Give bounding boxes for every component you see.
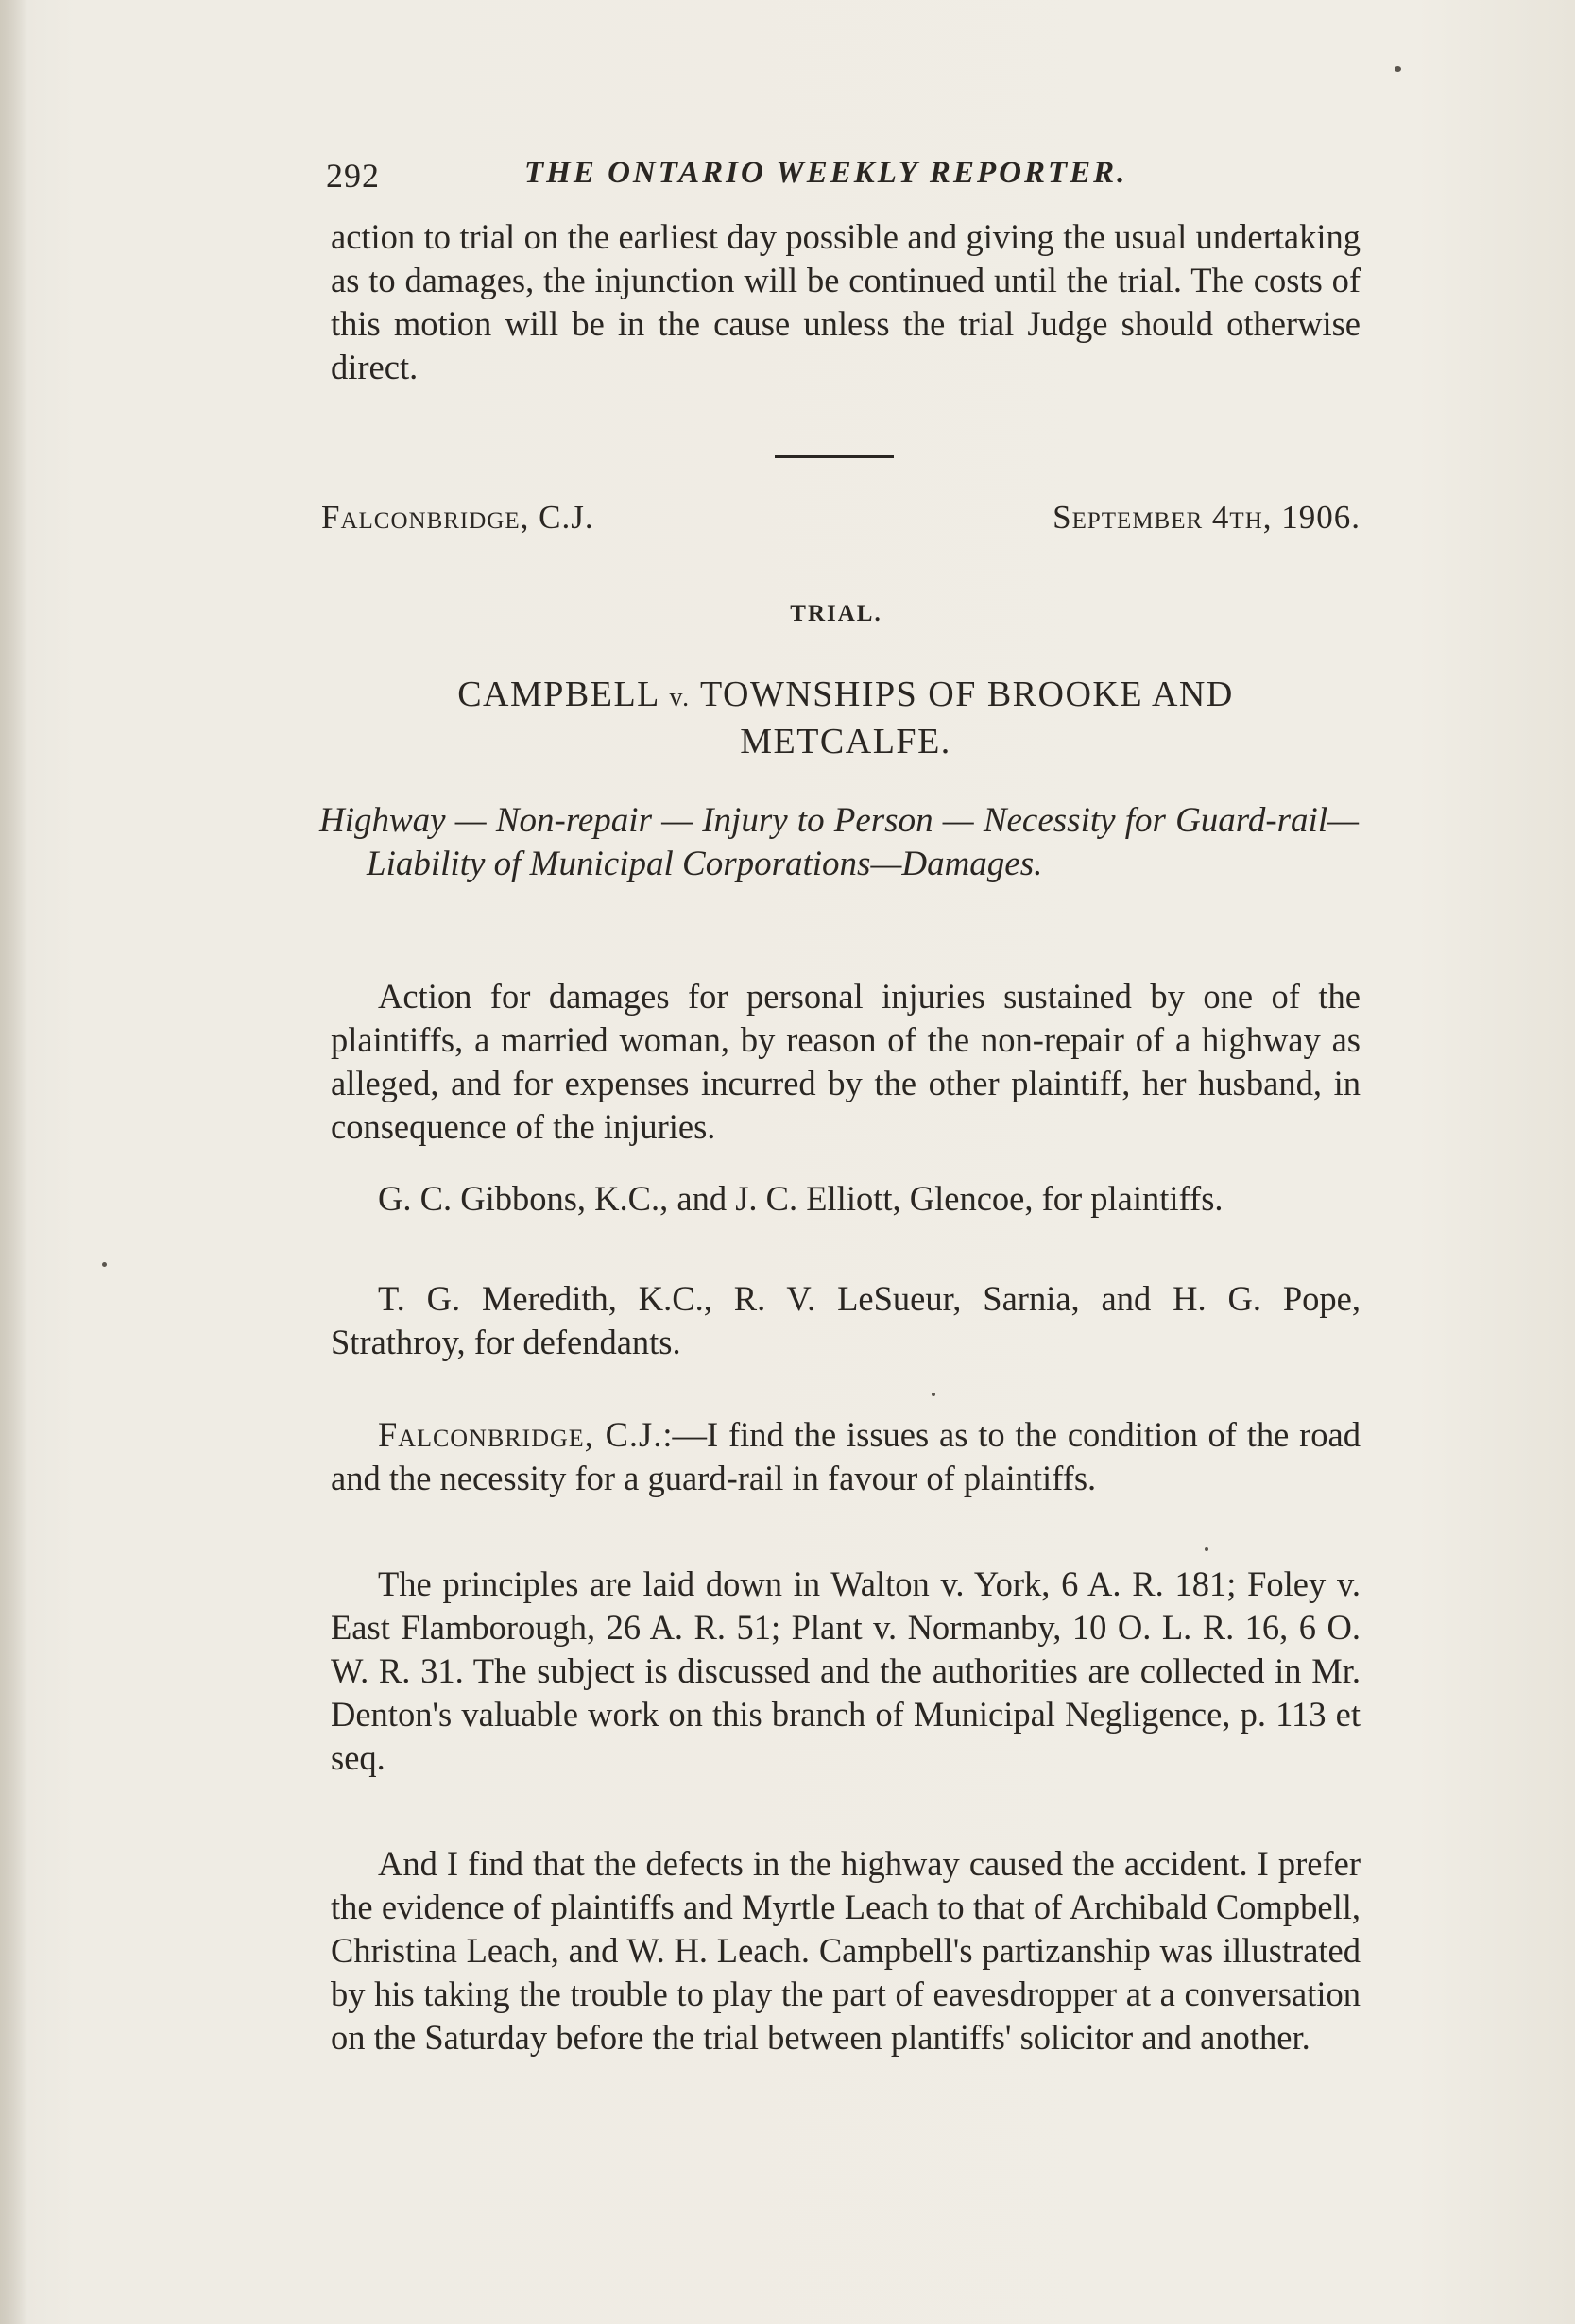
case-title-versus: v.: [669, 683, 691, 712]
paper-speck: [1395, 66, 1401, 72]
paper-speck: [102, 1262, 107, 1267]
judge-date-line: [321, 499, 1361, 546]
case-title-plaintiff: CAMPBELL: [457, 675, 659, 714]
case-title: [368, 673, 1323, 764]
paper-speck: [1205, 1547, 1208, 1551]
page-spine-shadow: [0, 0, 26, 2324]
principles-paragraph: The principles are laid down in Walton v. York, 6 A. R. 181; Foley v. East Flamborough, 26 A. R. 51; Plant v. Normanby, 10 O. L. R. 16, 6 O. W. R. 31. The subject is discussed and the authorities are collected in Mr. Denton's valuable work on this branch of Municipal Negligence, p. 113 et seq.: [331, 1564, 1361, 1777]
action-paragraph: Action for damages for personal injuries sustained by one of the plaintiffs, a married woman, by reason of the non-repair of a highway as alleged, and for expenses incurred by the other plaintiff, her husband, in consequence of the injuries.: [331, 977, 1361, 1146]
judgment-speaker: Falconbridge, C.J.: [378, 1415, 663, 1454]
judgment-opening-text: :—I find the issues as to the condition of the road and the necessity for a guard-rail in favour of plaintiffs.: [331, 1415, 1361, 1497]
counsel-defendants-paragraph: T. G. Meredith, K.C., R. V. LeSueur, Sarnia, and H. G. Pope, Strathroy, for defendants.: [331, 1279, 1361, 1361]
decision-date: September 4th, 1906.: [1053, 499, 1361, 536]
paper-speck: [932, 1393, 935, 1396]
judgment-opening-paragraph: [331, 1413, 1361, 1500]
page-number: 292: [326, 157, 380, 195]
section-divider: [775, 455, 894, 458]
judge-name: Falconbridge, C.J.: [321, 499, 594, 536]
case-title-defendant: TOWNSHIPS OF BROOKE AND METCALFE.: [699, 675, 1234, 761]
trial-label: TRIAL.: [790, 601, 882, 626]
headnote: Highway — Non-repair — Injury to Person — Necessity for Guard-rail—Liability of Municipal Corporations—Damages.: [319, 801, 1359, 883]
running-head: [326, 156, 1271, 203]
continuation-paragraph: action to trial on the earliest day possible and giving the usual undertaking as to damages, the injunction will be continued until the trial. The costs of this motion will be in the cause unless the trial Judge should otherwise direct.: [331, 217, 1361, 386]
counsel-plaintiffs-paragraph: G. C. Gibbons, K.C., and J. C. Elliott, Glencoe, for plaintiffs.: [378, 1179, 1224, 1218]
journal-title: THE ONTARIO WEEKLY REPORTER.: [524, 156, 1128, 190]
finding-paragraph: And I find that the defects in the highway caused the accident. I prefer the evidence of plaintiffs and Myrtle Leach to that of Archibald Compbell, Christina Leach, and W. H. Leach. Campbell's partizanship was illustrated by his taking the trouble to play the part of eavesdropper at a conversation on the Saturday before the trial between plantiffs' solicitor and another.: [331, 1844, 1361, 2057]
